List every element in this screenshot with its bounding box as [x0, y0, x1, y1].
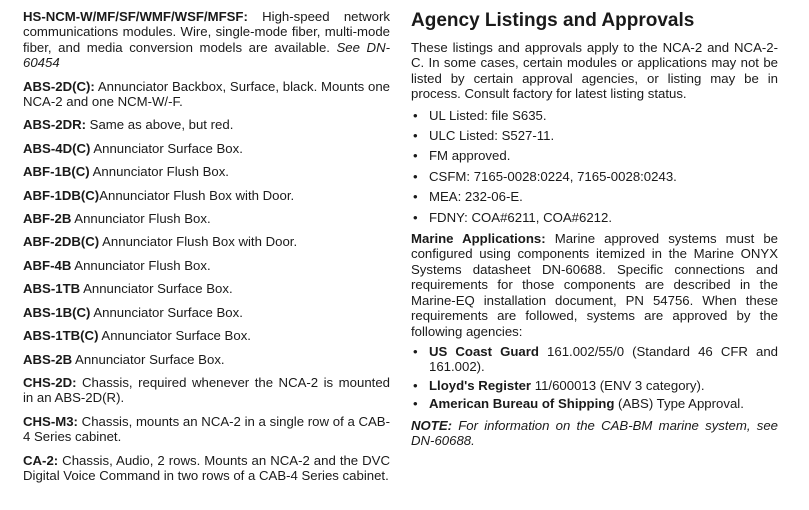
entry-code: ABS-2DR:	[23, 117, 87, 133]
agency-name: US Coast Guard	[429, 343, 539, 359]
marine-text: Marine approved systems must be configured using components itemized in the Marine ONYX Systems datasheet DN-60688. Specific connections and requirements for those components are described in the Marine-EQ installation document, PN 54756. When these requirements are followed, systems are approved by the following agencies:	[411, 231, 779, 339]
entry-text: Annunciator Flush Box with Door.	[99, 187, 295, 203]
entry-text: Same as above, but red.	[86, 117, 234, 133]
marine-agencies-list	[411, 344, 778, 412]
entry-chs-m3	[23, 414, 390, 445]
entry-code: CHS-M3:	[23, 413, 78, 429]
entry-abf-2b	[23, 211, 390, 226]
entry-abs-1tbc	[23, 328, 390, 343]
entry-text: Annunciator Flush Box.	[71, 211, 211, 227]
entry-code: CA-2:	[23, 452, 59, 468]
entry-chs-2d	[23, 375, 390, 406]
entry-text: Annunciator Surface Box.	[90, 140, 243, 156]
entry-code: ABS-1B(C)	[23, 304, 91, 320]
note	[411, 418, 778, 449]
marine-label: Marine Applications:	[411, 231, 546, 247]
entry-text: Chassis, required whenever the NCA-2 is mounted in an ABS-2D(R).	[23, 374, 390, 406]
entry-abs-2dr	[23, 117, 390, 132]
note-label: NOTE:	[411, 417, 453, 433]
list-item: • FM approved.	[411, 148, 778, 163]
list-item	[411, 344, 778, 375]
entry-abs-1tb	[23, 281, 390, 296]
agency-intro: These listings and approvals apply to the NCA-2 and NCA-2-C. In some cases, certain modules or applications may not be listed by certain approval agencies, or listing may be in process. Consult factory for latest listing status.	[411, 40, 778, 102]
entry-text: Annunciator Surface Box.	[80, 281, 233, 297]
entry-text: Annunciator Surface Box.	[90, 304, 243, 320]
right-column	[411, 10, 778, 448]
listings-list	[411, 108, 778, 225]
entry-code: ABF-1DB(C)	[23, 187, 100, 203]
entry-code: ABF-1B(C)	[23, 164, 90, 180]
agency-name: Lloyd's Register	[429, 377, 532, 393]
agency-name: American Bureau of Shipping	[429, 396, 615, 412]
entry-code: ABS-2D(C):	[23, 78, 95, 94]
list-item: • CSFM: 7165-0028:0224, 7165-0028:0243.	[411, 169, 778, 184]
agency-detail: (ABS) Type Approval.	[614, 396, 744, 412]
list-item: • UL Listed: file S635.	[411, 108, 778, 123]
entry-abs-2dc	[23, 79, 390, 110]
entry-text: Annunciator Flush Box with Door.	[99, 234, 298, 250]
entry-ref: See DN-60454	[23, 39, 390, 71]
entry-abs-1bc	[23, 305, 390, 320]
agency-detail: 11/600013 (ENV 3 category).	[531, 377, 705, 393]
note-text: For information on the CAB-BM marine system, see DN-60688.	[411, 417, 778, 448]
entry-code: HS-NCM-W/MF/SF/WMF/WSF/MFSF:	[23, 9, 248, 24]
entry-text: Annunciator Flush Box.	[89, 164, 229, 180]
entry-text: Annunciator Backbox, Surface, black. Mounts one NCA-2 and one NCM-W/-F.	[23, 78, 390, 110]
entry-code: ABF-2DB(C)	[23, 234, 100, 250]
entry-ca-2	[23, 453, 390, 484]
entry-abf-2dbc	[23, 234, 390, 249]
entry-code: ABF-4B	[23, 257, 72, 273]
entry-abf-4b	[23, 258, 390, 273]
entry-text: Chassis, Audio, 2 rows. Mounts an NCA-2 and the DVC Digital Voice Command in two rows of a CAB-4 Series cabinet.	[23, 452, 390, 483]
entry-text: Annunciator Flush Box.	[71, 257, 211, 273]
entry-code: ABS-1TB(C)	[23, 328, 99, 344]
agency-detail: 161.002/55/0 (Standard 46 CFR and 161.002).	[429, 343, 779, 375]
entry-text: High-speed network communications modules. Wire, single-mode fiber, multi-mode fiber, and media conversion models are available.	[23, 9, 390, 55]
entry-text: Annunciator Surface Box.	[98, 328, 251, 344]
entry-hs-ncm	[23, 9, 390, 71]
entry-code: ABS-1TB	[23, 281, 81, 297]
entry-text: Annunciator Surface Box.	[72, 351, 225, 367]
entry-text: Chassis, mounts an NCA-2 in a single row of a CAB-4 Series cabinet.	[23, 413, 390, 445]
entry-abf-1bc	[23, 164, 390, 179]
list-item: • ULC Listed: S527-11.	[411, 128, 778, 143]
marine-applications	[411, 231, 778, 339]
entry-code: CHS-2D:	[23, 374, 77, 390]
entry-abs-4dc	[23, 141, 390, 156]
entry-code: ABS-2B	[23, 351, 73, 367]
entry-abs-2b	[23, 352, 390, 367]
entry-code: ABS-4D(C)	[23, 140, 91, 156]
list-item: • MEA: 232-06-E.	[411, 189, 778, 204]
section-heading: Agency Listings and Approvals	[411, 10, 695, 31]
left-column	[23, 9, 390, 491]
entry-code: ABF-2B	[23, 211, 72, 227]
list-item	[411, 378, 778, 393]
list-item	[411, 396, 778, 411]
entry-abf-1dbc	[23, 188, 390, 203]
list-item: • FDNY: COA#6211, COA#6212.	[411, 210, 778, 225]
